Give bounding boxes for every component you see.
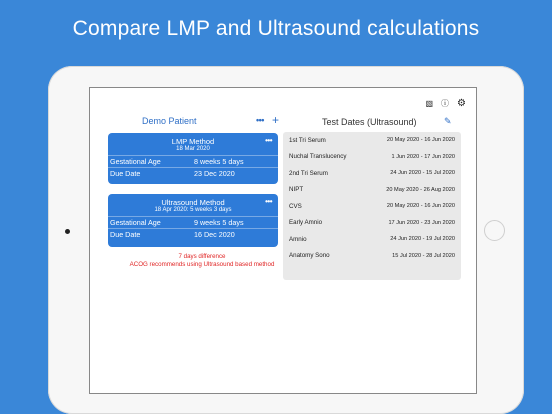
test-dates: 24 Jun 2020 - 15 Jul 2020: [390, 170, 455, 177]
list-item[interactable]: [283, 215, 461, 232]
patient-name[interactable]: Demo Patient: [142, 116, 197, 126]
test-dates: 20 May 2020 - 26 Aug 2020: [386, 186, 455, 193]
test-dates: 20 May 2020 - 16 Jun 2020: [386, 137, 455, 144]
test-dates-list: [283, 132, 461, 280]
ipad-home-button: [484, 220, 505, 241]
test-dates: 1 Jun 2020 - 17 Jun 2020: [391, 153, 455, 160]
test-name: 2nd Tri Serum: [289, 169, 328, 177]
list-item[interactable]: [283, 149, 461, 166]
patient-header: [108, 113, 280, 130]
test-dates: 20 May 2020 - 16 Jun 2020: [386, 203, 455, 210]
ipad-camera: [65, 229, 70, 234]
list-item[interactable]: [283, 231, 461, 248]
test-name: 1st Tri Serum: [289, 136, 326, 144]
tests-title: Test Dates (Ultrasound): [322, 117, 417, 127]
test-name: Nuchal Translucency: [289, 153, 347, 161]
test-dates: 15 Jul 2020 - 28 Jul 2020: [392, 252, 455, 259]
lmp-card-date: 18 Mar 2020: [176, 146, 210, 152]
difference-note: [108, 253, 296, 269]
test-dates: 17 Jun 2020 - 23 Jun 2020: [388, 219, 455, 226]
us-card-date: 18 Apr 2020: 5 weeks 3 days: [154, 207, 232, 213]
row-value: 16 Dec 2020: [194, 230, 235, 239]
lmp-method-card[interactable]: [108, 133, 278, 184]
us-card-title: Ultrasound Method: [161, 198, 225, 207]
lmp-more-button[interactable]: •••: [265, 136, 272, 145]
us-row-due-date: [108, 228, 278, 240]
test-name: Early Amnio: [289, 219, 323, 227]
test-name: NIPT: [289, 186, 304, 194]
row-value: 23 Dec 2020: [194, 169, 235, 178]
list-item[interactable]: [283, 248, 461, 265]
patient-more-button[interactable]: •••: [256, 115, 264, 125]
edit-icon[interactable]: ✎: [444, 116, 452, 126]
row-label: Gestational Age: [110, 157, 161, 166]
test-name: Amnio: [289, 235, 307, 243]
row-label: Gestational Age: [110, 218, 161, 227]
acog-recommendation: ACOG recommends using Ultrasound based method: [129, 261, 275, 268]
row-label: Due Date: [110, 169, 141, 178]
info-icon[interactable]: ⓘ: [441, 99, 450, 108]
promo-headline: Compare LMP and Ultrasound calculations: [72, 17, 480, 40]
app-screen: [89, 87, 477, 394]
list-item[interactable]: [283, 198, 461, 215]
lmp-row-due-date: [108, 167, 278, 179]
list-item[interactable]: [283, 132, 461, 149]
list-item[interactable]: [283, 182, 461, 199]
row-value: 9 weeks 5 days: [194, 218, 244, 227]
lmp-row-gestational-age: [108, 155, 278, 167]
doc-icon[interactable]: ▧: [425, 99, 434, 108]
us-row-gestational-age: [108, 216, 278, 228]
us-more-button[interactable]: •••: [265, 197, 272, 206]
row-value: 8 weeks 5 days: [194, 157, 244, 166]
ultrasound-method-card[interactable]: [108, 194, 278, 247]
add-patient-button[interactable]: +: [272, 113, 280, 127]
test-name: CVS: [289, 202, 302, 210]
top-toolbar: [425, 99, 466, 109]
gear-icon[interactable]: ⚙: [457, 98, 466, 109]
test-name: Anatomy Sono: [289, 252, 330, 260]
lmp-card-title: LMP Method: [171, 137, 215, 146]
list-item[interactable]: [283, 165, 461, 182]
test-dates: 24 Jun 2020 - 19 Jul 2020: [390, 236, 455, 243]
difference-days: 7 days difference: [178, 253, 226, 260]
row-label: Due Date: [110, 230, 141, 239]
